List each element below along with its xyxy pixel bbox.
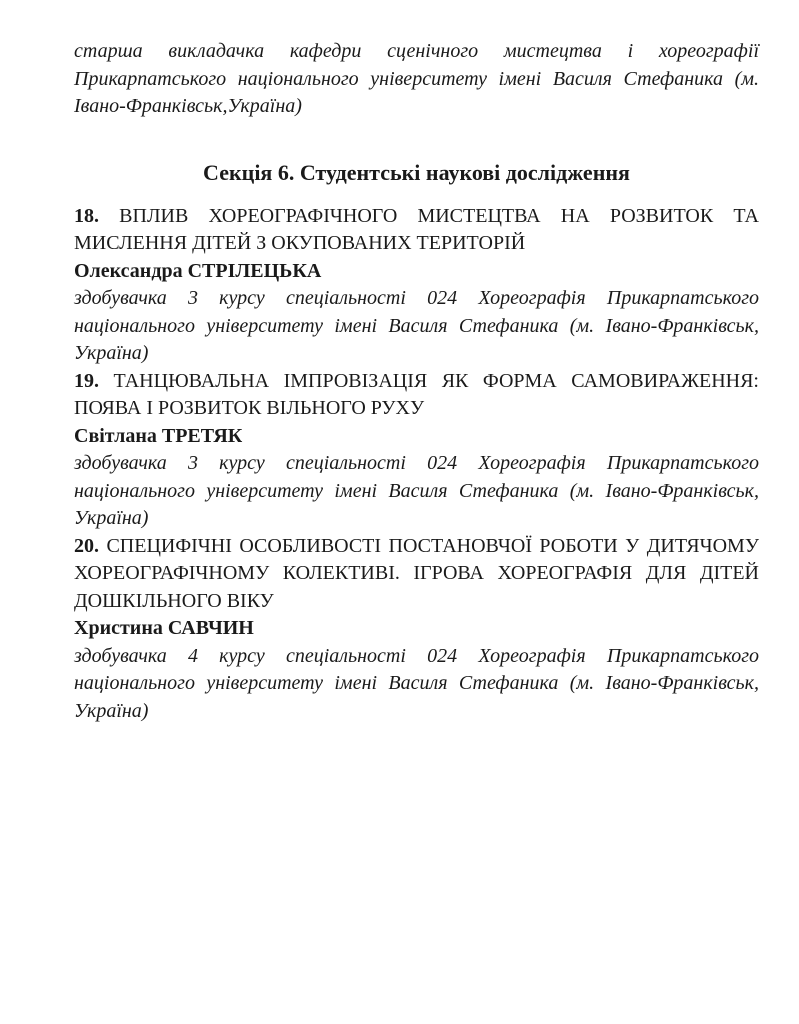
entry-affiliation: здобувачка 4 курсу спеціальності 024 Хореографія Прикарпатського національного університету імені Василя Стефаника (м. Івано-Франківськ, Україна) xyxy=(74,644,759,722)
header-affiliation-text: старша викладачка кафедри сценічного мистецтва і хореографії Прикарпатського національного університету імені Василя Стефаника (м. Івано-Франківськ,Україна) xyxy=(74,40,759,117)
entry-title-text: ВПЛИВ ХОРЕОГРАФІЧНОГО МИСТЕЦТВА НА РОЗВИТОК ТА МИСЛЕННЯ ДІТЕЙ З ОКУПОВАНИХ ТЕРИТОРІЙ xyxy=(74,204,759,254)
entry-affiliation: здобувачка 3 курсу спеціальності 024 Хореографія Прикарпатського національного університету імені Василя Стефаника (м. Івано-Франківськ, Україна) xyxy=(74,452,759,529)
entry-author: Олександра СТРІЛЕЦЬКА xyxy=(74,259,322,282)
entry-block-18 xyxy=(74,203,759,368)
entry-title-text: ТАНЦЮВАЛЬНА ІМПРОВІЗАЦІЯ ЯК ФОРМА САМОВИРАЖЕННЯ: ПОЯВА І РОЗВИТОК ВІЛЬНОГО РУХУ xyxy=(74,369,759,419)
entry-affiliation: здобувачка 3 курсу спеціальності 024 Хореографія Прикарпатського національного університету імені Василя Стефаника (м. Івано-Франківськ, Україна) xyxy=(74,287,759,364)
entry-title xyxy=(74,203,759,258)
section-heading: Секція 6. Студентські наукові дослідження xyxy=(203,159,630,185)
entry-block-19 xyxy=(74,368,759,533)
entry-title xyxy=(74,533,759,616)
entry-title-text: СПЕЦИФІЧНІ ОСОБЛИВОСТІ ПОСТАНОВЧОЇ РОБОТИ У ДИТЯЧОМУ ХОРЕОГРАФІЧНОМУ КОЛЕКТИВІ. ІГРОВА ХОРЕОГРАФІЯ ДЛЯ ДІТЕЙ ДОШКІЛЬНОГО ВІКУ xyxy=(74,534,760,612)
entries-list xyxy=(74,203,759,726)
entry-number: 19. xyxy=(74,369,99,392)
entry-number: 18. xyxy=(74,204,99,227)
entry-block-20 xyxy=(74,533,759,726)
entry-number: 20. xyxy=(74,534,99,557)
entry-author: Христина САВЧИН xyxy=(74,617,254,639)
entry-author: Світлана ТРЕТЯК xyxy=(74,424,243,447)
entry-title xyxy=(74,368,759,423)
